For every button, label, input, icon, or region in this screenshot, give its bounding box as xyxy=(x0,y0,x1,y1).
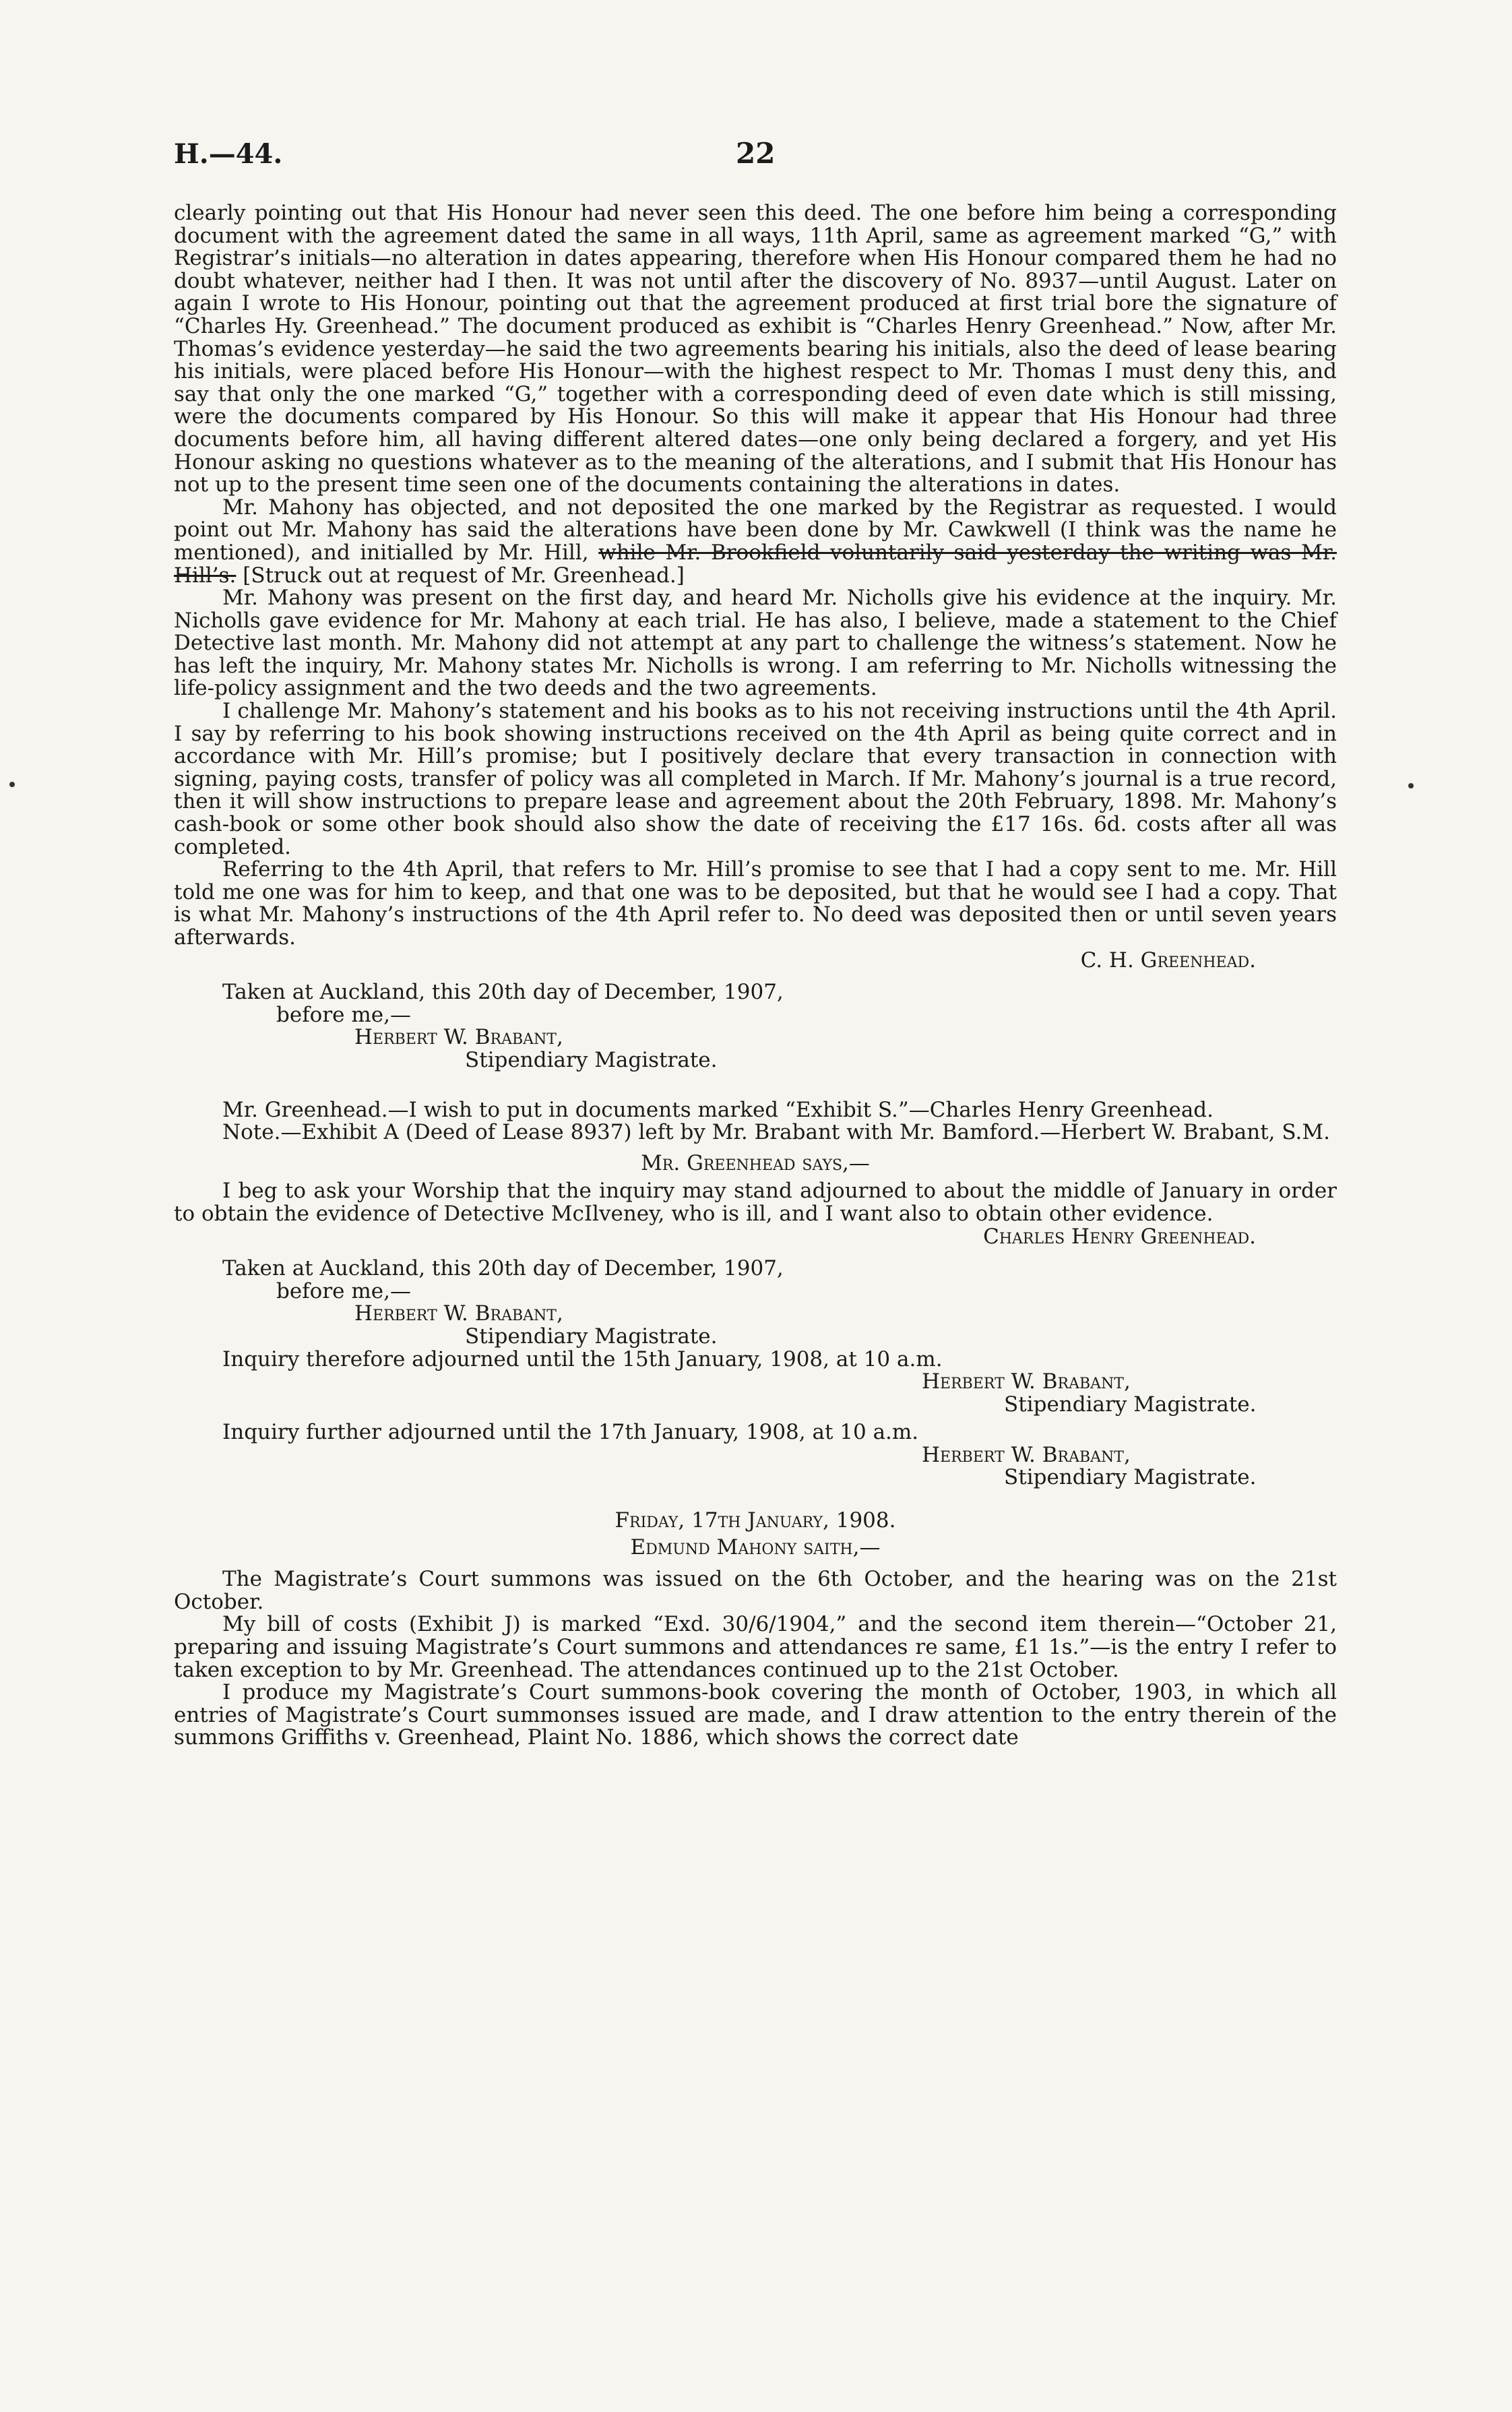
bracket-note: [Struck out at request of Mr. Greenhead.] xyxy=(243,563,685,588)
signature: C. H. Greenhead. xyxy=(1080,948,1256,972)
margin-mark xyxy=(9,782,15,787)
paragraph: Mr. Mahony was present on the first day, and heard Mr. Nicholls give his evidence at the inquiry. Mr. Nicholls gave evidence for Mr. Mahony at each trial. He has also, I believe, made a statement to the Chief Detective last month. Mr. Mahony did not attempt at any part to challenge the witness’s statement. Now he has left the inquiry, Mr. Mahony states Mr. Nicholls is wrong. I am referring to Mr. Nicholls witnessing the life-policy assignment and the two deeds and the two agreements. xyxy=(174,586,1337,701)
paragraph: clearly pointing out that His Honour had never seen this deed. The one before him being a corresponding document with the agreement dated the same in all ways, 11th April, same as agreement marked “G,” with Registrar’s initials—no alteration in dates appearing, therefore when His Honour compared them he had no doubt whatever, neither had I then. It was not until after the discovery of No. 8937—until August. Later on again I wrote to His Honour, pointing out that the agreement produced at first trial bore the signature of “Charles Hy. Greenhead.” The document produced as exhibit is “Charles Henry Greenhead.” Now, after Mr. Thomas’s evidence yesterday—he said the two agreements bearing his initials, also the deed of lease bearing his initials, were placed before His Honour—with the highest respect to Mr. Thomas I must deny this, and say that only the one marked “G,” together with a corresponding deed of even date which is still missing, were the documents compared by His Honour. So this will make it appear that His Honour had three documents before him, all having different altered dates—one only being declared a forgery, and yet His Honour asking no questions whatever as to the meaning of the alterations, and I submit that His Honour has not up to the present time seen one of the documents containing the alterations in dates. xyxy=(174,201,1337,497)
magistrate-title: Stipendiary Magistrate. xyxy=(465,1047,718,1072)
paragraph: I beg to ask your Worship that the inquiry may stand adjourned to about the middle of January in order to obtain the evidence of Detective McIlveney, who is ill, and I want also to obtain other evidence. xyxy=(174,1179,1337,1226)
page-number: 22 xyxy=(736,137,776,170)
magistrate-name: Herbert W. Brabant, xyxy=(354,1025,563,1050)
paragraph: Referring to the 4th April, that refers to Mr. Hill’s promise to see that I had a copy sent to me. Mr. Hill told me one was for him to keep, and that one was to be deposited, but that he would see I had a copy. That is what Mr. Mahony’s instructions of the 4th April refer to. No deed was deposited then or until seven years afterwards. xyxy=(174,857,1337,950)
taken-line: Taken at Auckland, this 20th day of December, 1907, xyxy=(222,1256,784,1281)
says-heading: Mr. Greenhead says,— xyxy=(641,1150,870,1175)
paragraph: My bill of costs (Exhibit J) is marked “Exd. 30/6/1904,” and the second item therein—“October 21, preparing and issuing Magistrate’s Court summons and attendances re same, £1 1s.”—is the entry I refer to taken exception to by Mr. Greenhead. The attendances continued up to the 21st October. xyxy=(174,1612,1337,1682)
signature: Charles Henry Greenhead. xyxy=(983,1224,1256,1249)
magistrate-name: Herbert W. Brabant, xyxy=(922,1369,1131,1394)
paragraph xyxy=(174,497,1337,587)
exhibit-line: Mr. Greenhead.—I wish to put in documents marked “Exhibit S.”—Charles Henry Greenhead. xyxy=(222,1097,1214,1122)
magistrate-name: Herbert W. Brabant, xyxy=(922,1442,1131,1467)
paragraph: I challenge Mr. Mahony’s statement and his books as to his not receiving instructions until the 4th April. I say by referring to his book showing instructions received on the 4th April as being quite correct and in accordance with Mr. Hill’s promise; but I positively declare that every transaction in connection with signing, paying costs, transfer of policy was all completed in March. If Mr. Mahony’s journal is a true record, then it will show instructions to prepare lease and agreement about the 20th February, 1898. Mr. Mahony’s cash-book or some other book should also show the date of receiving the £17 16s. 6d. costs after all was completed. xyxy=(174,699,1337,859)
magistrate-name: Herbert W. Brabant, xyxy=(354,1301,563,1326)
paragraph: The Magistrate’s Court summons was issued on the 6th October, and the hearing was on the 21st October. xyxy=(174,1567,1337,1614)
adjournment-line: Inquiry further adjourned until the 17th January, 1908, at 10 a.m. xyxy=(222,1420,919,1445)
date-heading: Friday, 17th January, 1908. xyxy=(615,1508,896,1533)
before-me: before me,— xyxy=(276,1278,411,1303)
magistrate-title: Stipendiary Magistrate. xyxy=(1004,1392,1257,1417)
margin-mark xyxy=(1408,783,1414,788)
magistrate-title: Stipendiary Magistrate. xyxy=(465,1324,718,1349)
document-reference: H.—44. xyxy=(174,138,283,170)
witness-heading: Edmund Mahony saith,— xyxy=(630,1535,881,1559)
paragraph: I produce my Magistrate’s Court summons-book covering the month of October, 1903, in which all entries of Magistrate’s Court summonses issued are made, and I draw attention to the entry therein of the summons Griffiths v. Greenhead, Plaint No. 1886, which shows the correct date xyxy=(174,1680,1337,1750)
before-me: before me,— xyxy=(276,1002,411,1027)
taken-line: Taken at Auckland, this 20th day of December, 1907, xyxy=(222,980,784,1005)
statement-greenhead xyxy=(174,202,1337,1750)
paragraph-text: Mr. Mahony has objected, and not deposited the one marked by the Registrar as requested. I would point out Mr. Mahony has said the alterations have been done by Mr. Cawkwell (I think was the name he mentioned), and initialled by Mr. Hill, xyxy=(174,495,1337,565)
note-line: Note.—Exhibit A (Deed of Lease 8937) left by Mr. Brabant with Mr. Bamford.—Herbert W. Brabant, S.M. xyxy=(222,1120,1330,1145)
struck-text: while Mr. Brookfield voluntarily said yesterday the writing was Mr. Hill’s. xyxy=(174,540,1337,588)
magistrate-title: Stipendiary Magistrate. xyxy=(1004,1465,1257,1490)
adjournment-line: Inquiry therefore adjourned until the 15th January, 1908, at 10 a.m. xyxy=(222,1347,943,1371)
